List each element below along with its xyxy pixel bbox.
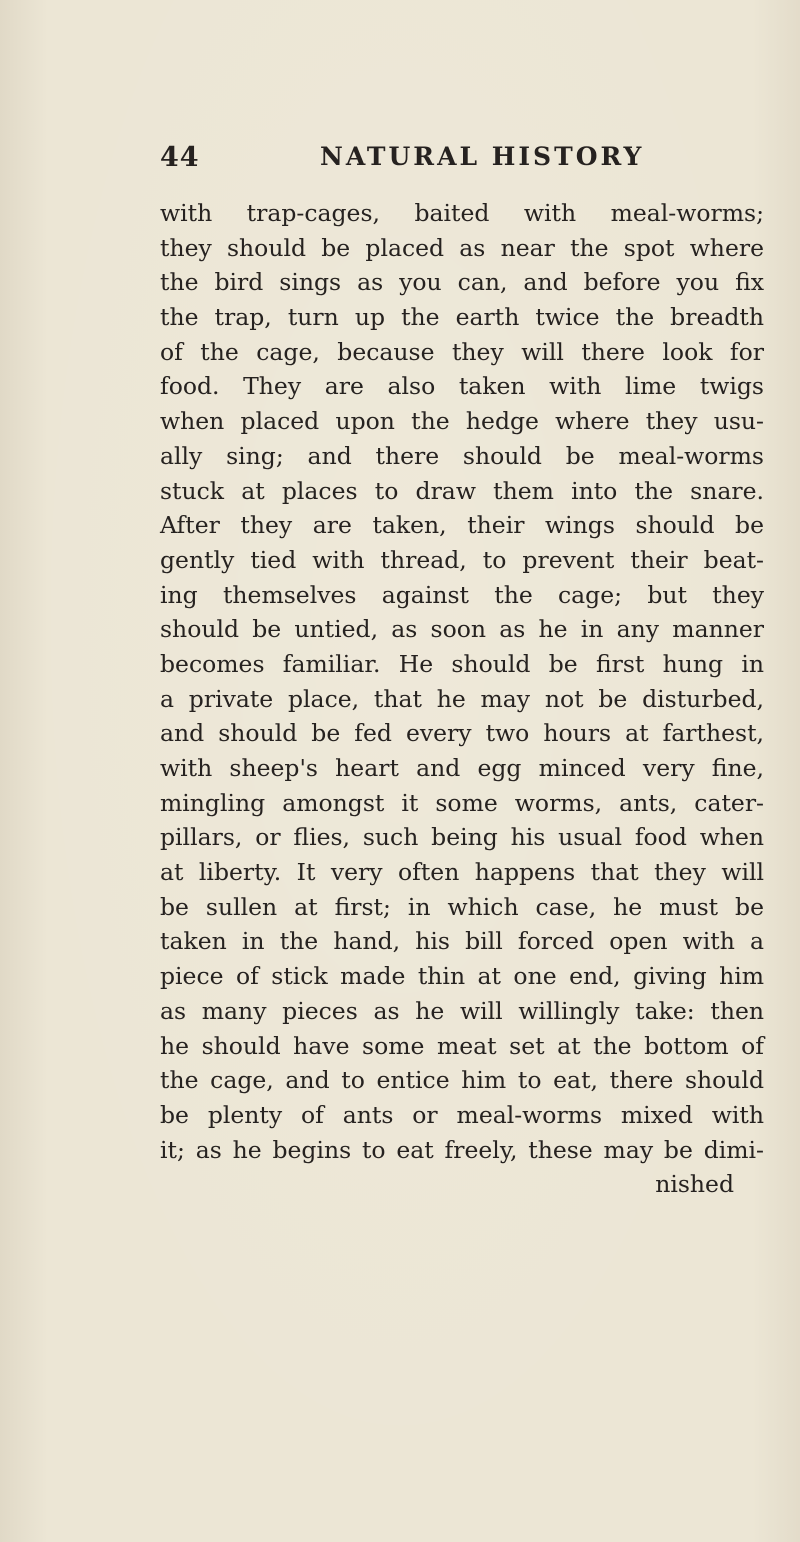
- text-line: be sullen at first; in which case, he must be: [160, 892, 764, 921]
- text-line: the trap, turn up the earth twice the breadth: [160, 303, 764, 332]
- text-line: be plenty of ants or meal-worms mixed with: [160, 1100, 764, 1129]
- text-line: as many pieces as he will willingly take: then: [160, 996, 764, 1025]
- text-line: with trap-cages, baited with meal-worms;: [160, 199, 764, 227]
- text-line: they should be placed as near the spot where: [160, 233, 764, 262]
- text-line: and should be fed every two hours at farthest,: [160, 719, 764, 748]
- text-line: stuck at places to draw them into the snare.: [160, 476, 764, 505]
- text-line: when placed upon the hedge where they usu-: [160, 407, 764, 436]
- text-line: should be untied, as soon as he in any manner: [160, 615, 764, 644]
- text-line: of the cage, because they will there look for: [160, 337, 764, 366]
- text-line: becomes familiar. He should be first hung in: [160, 649, 764, 678]
- text-line: After they are taken, their wings should be: [160, 511, 764, 540]
- text-line: with sheep's heart and egg minced very fine,: [160, 754, 764, 782]
- text-line: food. They are also taken with lime twigs: [160, 372, 764, 401]
- body-text: [160, 196, 764, 1202]
- text-line: the cage, and to entice him to eat, there should: [160, 1066, 764, 1095]
- page-number: 44: [160, 142, 200, 173]
- page-header: [160, 142, 760, 182]
- text-line: piece of stick made thin at one end, giving him: [160, 962, 764, 991]
- text-line: it; as he begins to eat freely, these may be dimi-: [160, 1135, 764, 1164]
- text-line: a private place, that he may not be disturbed,: [160, 684, 764, 713]
- text-line: pillars, or flies, such being his usual food when: [160, 823, 764, 852]
- text-line: at liberty. It very often happens that they will: [160, 858, 764, 887]
- catchword: nished: [655, 1170, 734, 1199]
- text-line: he should have some meat set at the bottom of: [160, 1031, 764, 1060]
- text-line: gently tied with thread, to prevent their beat-: [160, 545, 764, 574]
- text-line: taken in the hand, his bill forced open with a: [160, 927, 764, 956]
- text-line: ing themselves against the cage; but they: [160, 580, 764, 609]
- running-head: NATURAL HISTORY: [320, 142, 645, 171]
- text-line: ally sing; and there should be meal-worms: [160, 441, 764, 470]
- text-line: mingling amongst it some worms, ants, cater-: [160, 788, 764, 817]
- text-line: the bird sings as you can, and before you fix: [160, 268, 764, 297]
